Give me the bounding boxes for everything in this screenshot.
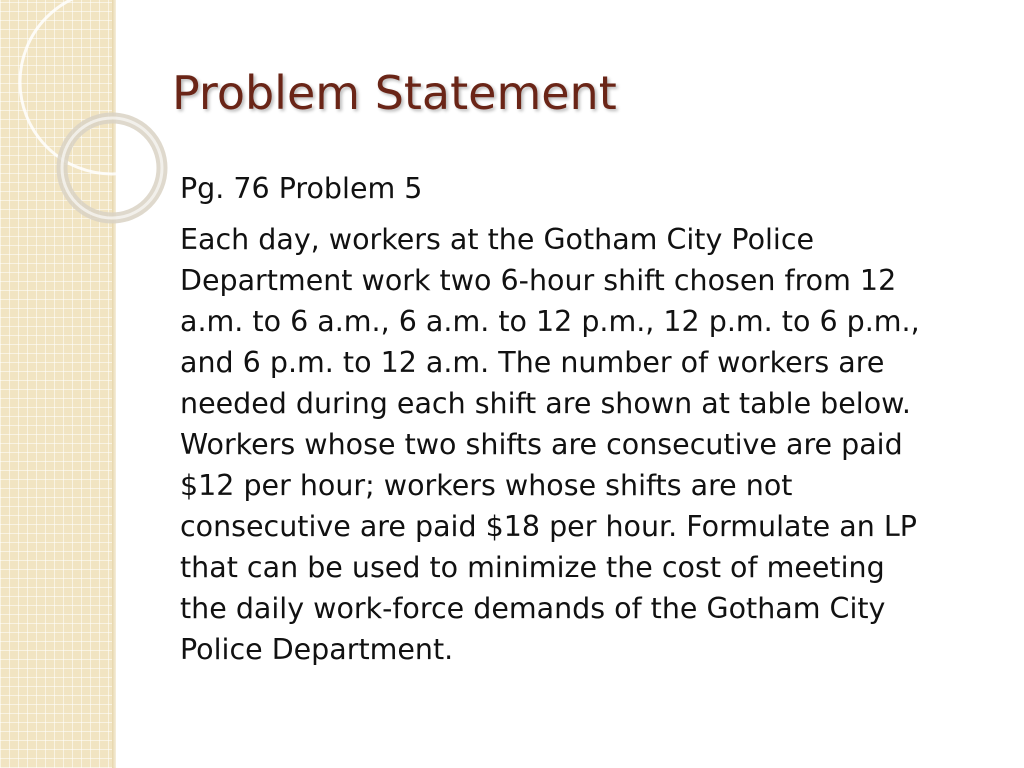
description-line: Each day, workers at the Gotham City Police xyxy=(180,223,815,256)
description-line: the daily work-force demands of the Gotham City xyxy=(180,592,886,625)
problem-reference: Pg. 76 Problem 5 xyxy=(180,172,423,205)
description-line: that can be used to minimize the cost of meeting xyxy=(180,551,885,584)
decorative-rings xyxy=(0,0,200,260)
description-line: a.m. to 6 a.m., 6 a.m. to 12 p.m., 12 p.m. to 6 p.m., xyxy=(180,305,920,338)
slide-title: Problem Statement xyxy=(172,66,617,120)
description-line: and 6 p.m. to 12 a.m. The number of workers are xyxy=(180,346,885,379)
description-line: consecutive are paid $18 per hour. Formulate an LP xyxy=(180,510,917,543)
problem-description xyxy=(180,219,1000,670)
description-line: needed during each shift are shown at table below. xyxy=(180,387,911,420)
description-line: Workers whose two shifts are consecutive are paid xyxy=(180,428,903,461)
description-line: Department work two 6-hour shift chosen from 12 xyxy=(180,264,897,297)
description-line: Police Department. xyxy=(180,633,454,666)
description-line: $12 per hour; workers whose shifts are not xyxy=(180,469,793,502)
slide-body xyxy=(180,168,1000,680)
